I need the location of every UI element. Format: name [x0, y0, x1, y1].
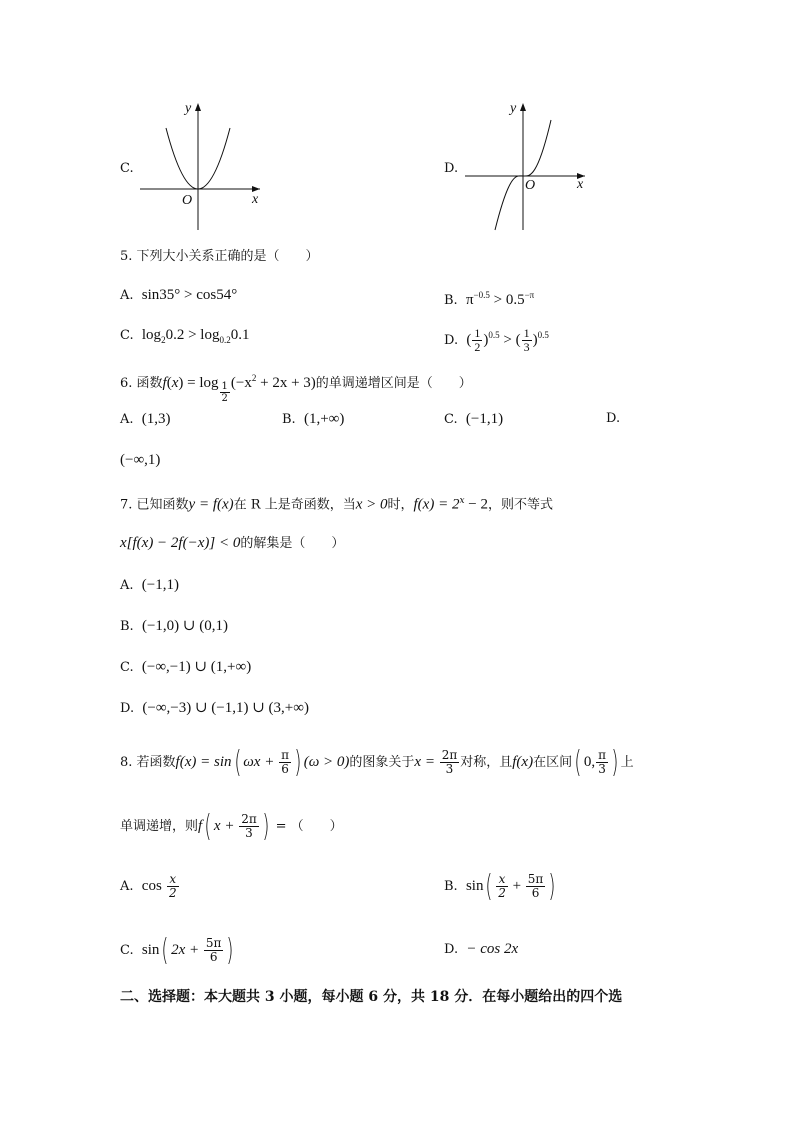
q8-option-d[interactable]: D. − cos 2x — [444, 941, 519, 957]
q7-option-d[interactable]: D. (−∞,−3) ∪ (−1,1) ∪ (3,+∞) — [120, 700, 309, 716]
section-2-heading: 二、选择题：本大题共 3 小题，每小题 6 分，共 18 分．在每小题给出的四个选 — [120, 989, 623, 1005]
graph-c-parabola — [140, 100, 270, 235]
q5-stem: 5. 下列大小关系正确的是（ ） — [120, 249, 319, 264]
q6-option-d-label[interactable]: D. — [606, 411, 621, 426]
graph-d-cubic — [465, 100, 595, 235]
graph-c-origin: O — [182, 193, 193, 208]
q7-stem-line1: 7. 已知函数y = f(x)在 R 上是奇函数，当x > 0时，$f(x) = 2^x - 2$，则不等式 — [120, 496, 554, 513]
option-c-label: C. — [120, 161, 134, 176]
q5-option-b[interactable]: B. $\pi^{-0.5} > 0.5^{-\pi}$ — [444, 290, 535, 308]
q7-stem-line2: x[f(x) − 2f(−x)] < 0的解集是（ ） — [120, 535, 345, 551]
q6-stem: 6. 函数f(x) = log $\frac{1}{2}$ $(-x^2 + 2x + 3)$的单调递增区间是（ ） — [120, 373, 472, 404]
graph-d-x-label: x — [577, 177, 584, 192]
q7-option-a[interactable]: A. (−1,1) — [120, 577, 179, 593]
q7-option-b[interactable]: B. (−1,0) ∪ (0,1) — [120, 618, 228, 634]
q7-option-c[interactable]: C. (−∞,−1) ∪ (1,+∞) — [120, 659, 252, 675]
q5-option-d[interactable]: D. ( $\frac{1}{2}$ )$^{0.5}$ > ( $\frac{1}{3}$ )$^{0.5}$ — [444, 326, 549, 355]
q6-option-d-value[interactable]: (−∞,1) — [120, 452, 161, 468]
graph-d-origin: O — [525, 178, 536, 193]
q8-option-a[interactable]: A. cos $\frac{x}{2}$ — [120, 872, 177, 900]
q6-option-a[interactable]: A. (1,3) — [120, 411, 171, 427]
option-d-label: D. — [444, 161, 459, 176]
graph-c-x-label: x — [252, 192, 259, 207]
q8-stem-line1: 8. 若函数f(x) = sin( ωx + $\frac{\pi}{6}$ ) (ω > 0)的图象关于x = $\frac{2\pi}{3}$ 对称，且f(x)在区间( 0, $\frac{\pi}{3}$ ) 上 — [120, 744, 634, 780]
q8-option-b[interactable]: B. sin( $\frac{x}{2}$ + $\frac{5\pi}{6}$ ) — [444, 868, 556, 904]
q6-option-c[interactable]: C. (−1,1) — [444, 411, 504, 427]
q6-option-b[interactable]: B. (1,+∞) — [282, 411, 345, 427]
q5-option-c[interactable]: C. $\log_20.2 > \log_{0.2}0.1$ — [120, 327, 250, 345]
q5-option-a[interactable]: A. sin35° > cos54° — [120, 287, 238, 303]
q8-stem-line2: 单调递增，则f( x + $\frac{2\pi}{3}$ ) = （ ） — [120, 808, 343, 844]
graph-c-y-label: y — [185, 101, 192, 116]
graph-d-y-label: y — [510, 101, 517, 116]
q8-option-c[interactable]: C. sin( 2x + $\frac{5\pi}{6}$ ) — [120, 932, 234, 968]
